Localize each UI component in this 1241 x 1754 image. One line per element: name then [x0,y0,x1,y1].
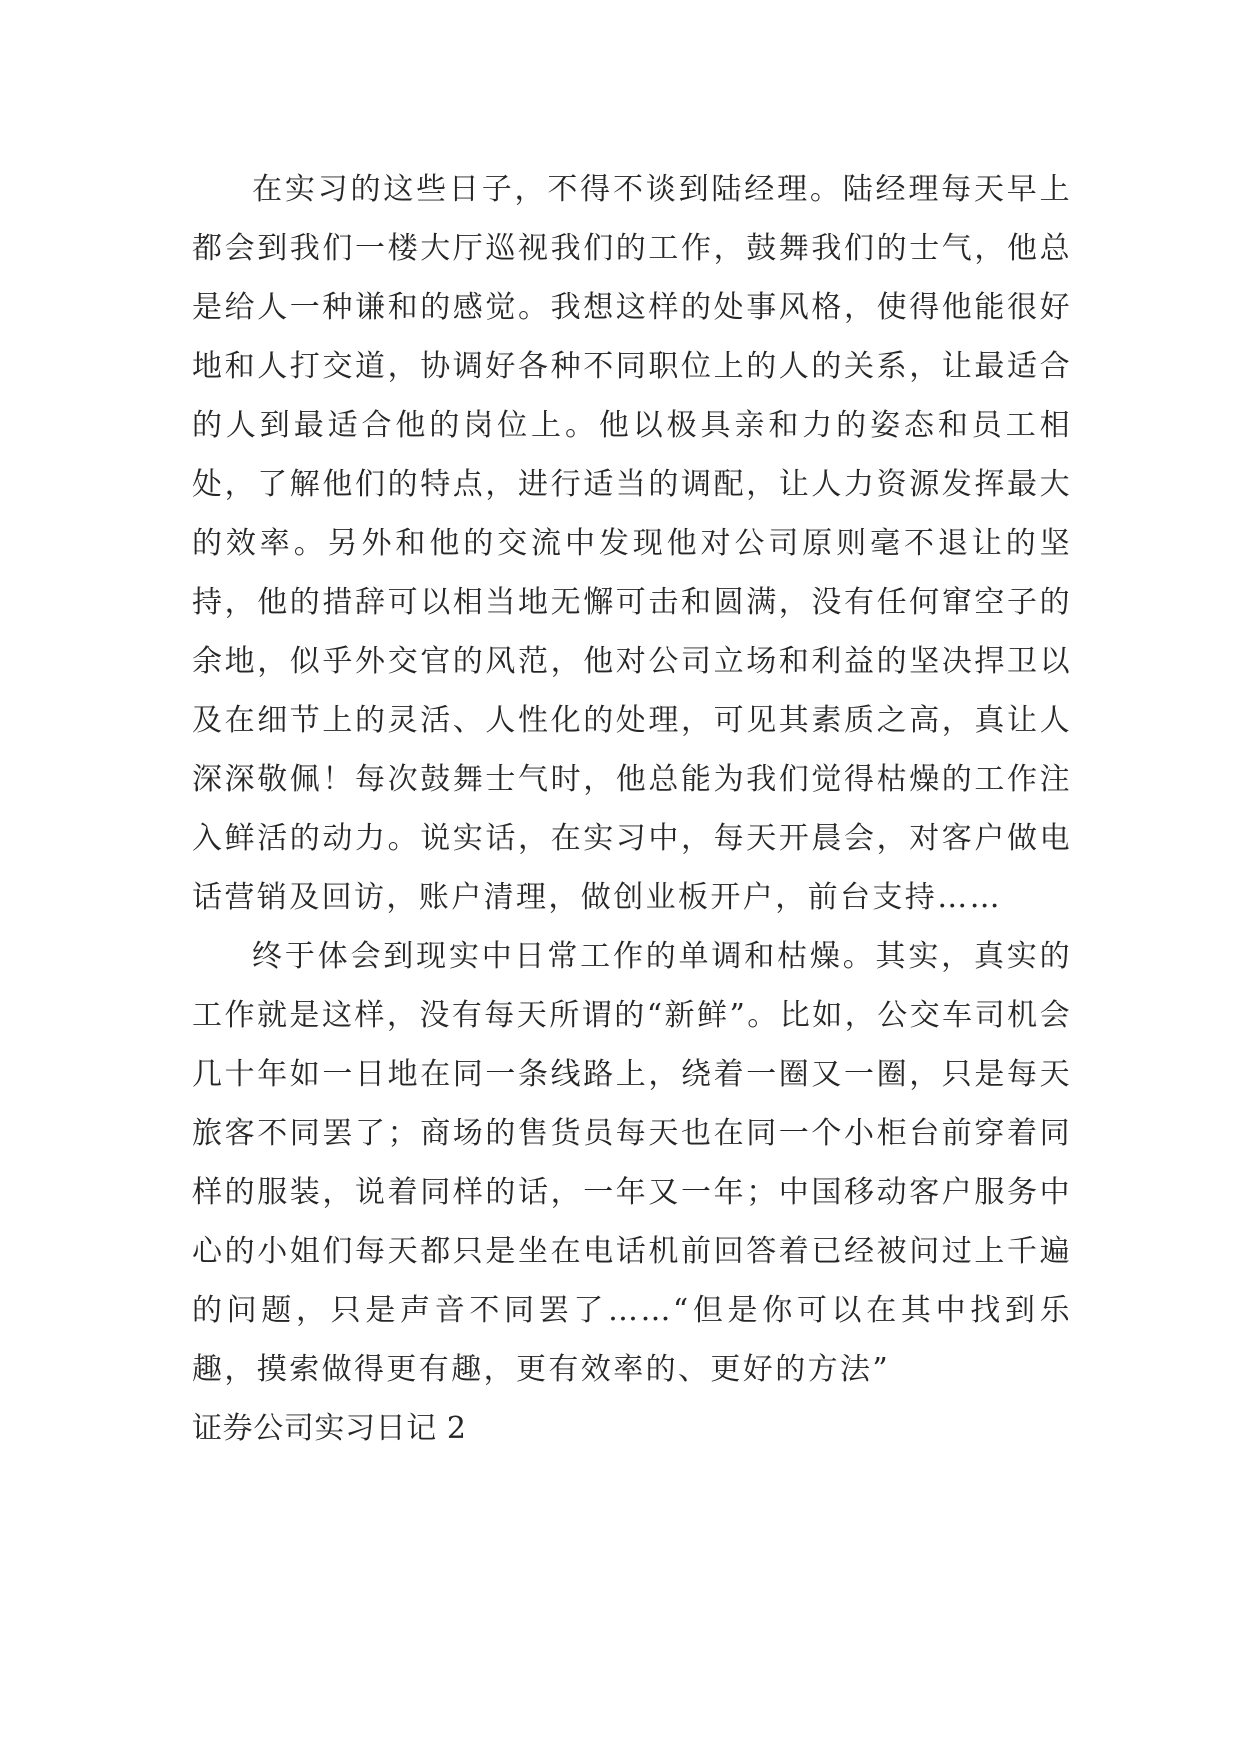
paragraph-daily-work: 终于体会到现实中日常工作的单调和枯燥。其实，真实的工作就是这样，没有每天所谓的“新鲜”。比如，公交车司机会几十年如一日地在同一条线路上，绕着一圈又一圈，只是每天旅客不同罢了；商场的售货员每天也在同一个小柜台前穿着同样的服装，说着同样的话，一年又一年；中国移动客户服务中心的小姐们每天都只是坐在电话机前回答着已经被问过上千遍的问题，只是声音不同罢了……“但是你可以在其中找到乐趣，摸索做得更有趣，更有效率的、更好的方法” [192,939,1072,1387]
section-heading: 证券公司实习日记 2 [192,1411,467,1446]
document-body [192,160,1072,1458]
paragraph-manager: 在实习的这些日子，不得不谈到陆经理。陆经理每天早上都会到我们一楼大厅巡视我们的工作，鼓舞我们的士气，他总是给人一种谦和的感觉。我想这样的处事风格，使得他能很好地和人打交道，协调好各种不同职位上的人的关系，让最适合的人到最适合他的岗位上。他以极具亲和力的姿态和员工相处，了解他们的特点，进行适当的调配，让人力资源发挥最大的效率。另外和他的交流中发现他对公司原则毫不退让的坚持，他的措辞可以相当地无懈可击和圆满，没有任何窜空子的余地，似乎外交官的风范，他对公司立场和利益的坚决捍卫以及在细节上的灵活、人性化的处理，可见其素质之高，真让人深深敬佩！每次鼓舞士气时，他总能为我们觉得枯燥的工作注入鲜活的动力。说实话，在实习中，每天开晨会，对客户做电话营销及回访，账户清理，做创业板开户，前台支持…… [192,172,1072,915]
